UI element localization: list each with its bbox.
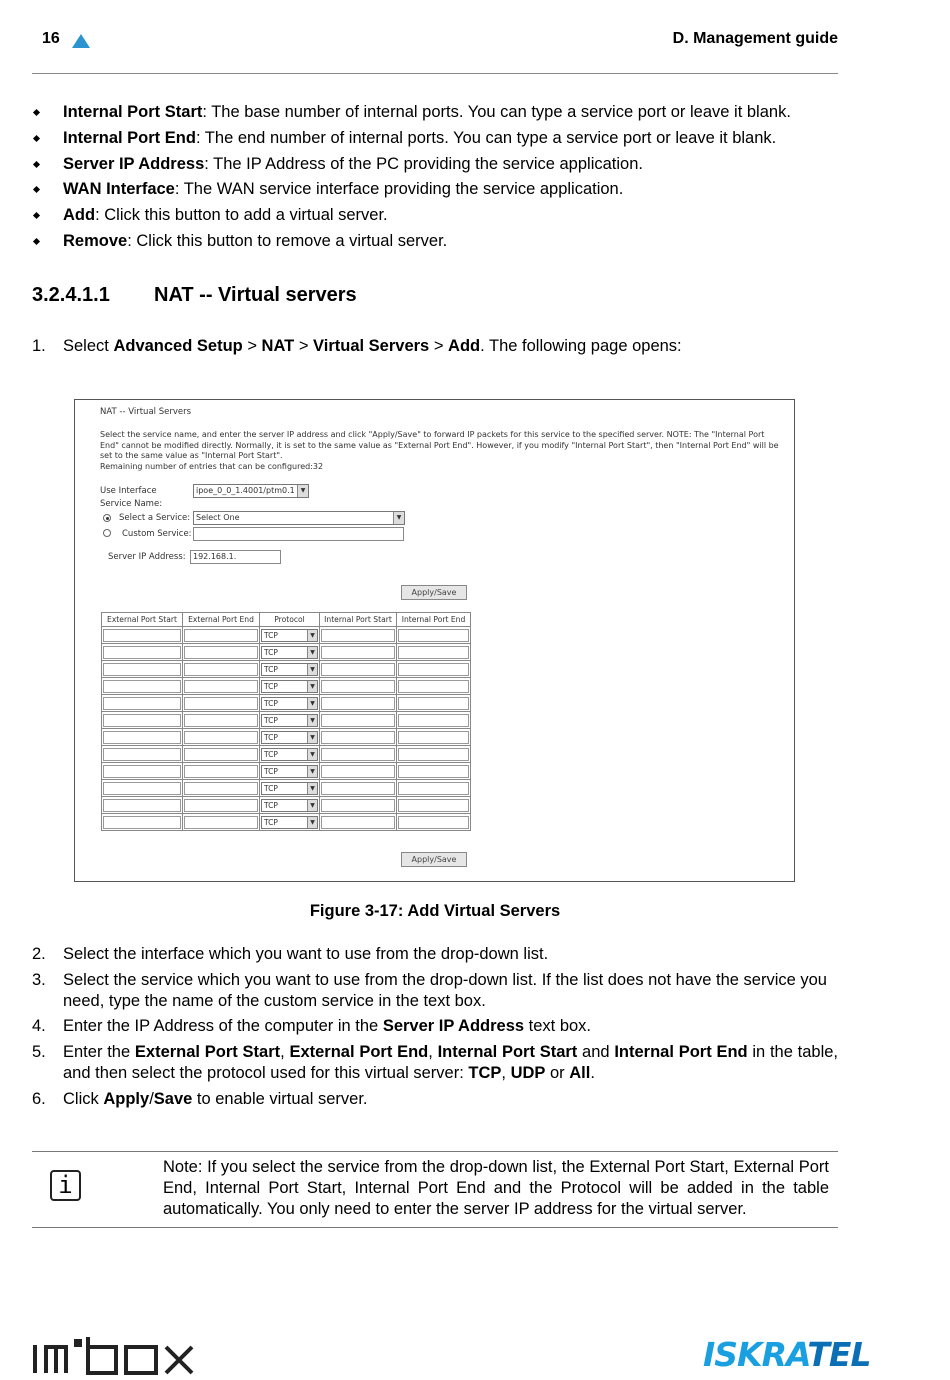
port-input[interactable] — [103, 748, 181, 761]
iskratel-logo: ISKRATEL — [703, 1335, 871, 1374]
chevron-down-icon: ▼ — [307, 783, 317, 794]
protocol-select[interactable]: TCP ▼ — [261, 765, 318, 778]
diamond-bullet-icon — [33, 109, 40, 116]
table-cell — [397, 627, 471, 644]
table-row — [102, 814, 471, 831]
apply-save-button[interactable]: Apply/Save — [401, 852, 467, 867]
table-cell — [320, 678, 397, 695]
port-input[interactable] — [398, 782, 469, 795]
table-header-row — [102, 613, 471, 627]
protocol-select[interactable]: TCP ▼ — [261, 782, 318, 795]
protocol-select[interactable]: TCP ▼ — [261, 799, 318, 812]
screenshot-description: Select the service name, and enter the server IP address and click "Apply/Save" to forward IP packets for this service to the specified server. NOTE: The "Internal Port End" cannot be modified directly. Normally, it is set to the same value as "External Port End". However, if you modify "Internal Port Start", then "Internal Port End" will be set to the same value as "Internal Port Start". Remaining number of entries that can be configured:32 — [100, 430, 779, 471]
list-item — [32, 126, 842, 152]
table-cell — [102, 797, 183, 814]
table-cell — [102, 695, 183, 712]
port-input[interactable] — [184, 748, 258, 761]
triangle-icon — [72, 34, 90, 48]
port-input[interactable] — [103, 697, 181, 710]
port-input[interactable] — [103, 731, 181, 744]
port-input[interactable] — [321, 748, 395, 761]
figure-caption: Figure 3-17: Add Virtual Servers — [309, 902, 561, 920]
diamond-bullet-icon — [33, 135, 40, 142]
table-cell — [397, 780, 471, 797]
table-cell — [260, 763, 320, 780]
custom-service-label: Custom Service: — [122, 529, 192, 539]
table-cell — [397, 797, 471, 814]
port-input[interactable] — [398, 765, 469, 778]
chevron-down-icon: ▼ — [307, 630, 317, 641]
info-icon: i — [50, 1170, 81, 1201]
protocol-select[interactable]: TCP ▼ — [261, 629, 318, 642]
table-cell — [183, 797, 260, 814]
definition: : The WAN service interface providing the service application. — [174, 180, 624, 199]
protocol-select[interactable]: TCP ▼ — [261, 680, 318, 693]
table-row — [102, 678, 471, 695]
diamond-bullet-icon — [33, 161, 40, 168]
table-cell — [260, 644, 320, 661]
table-cell — [102, 729, 183, 746]
port-input[interactable] — [184, 646, 258, 659]
chevron-down-icon: ▼ — [307, 647, 317, 658]
diamond-bullet-icon — [33, 212, 40, 219]
table-cell — [102, 814, 183, 831]
table-cell — [320, 644, 397, 661]
port-input[interactable] — [184, 714, 258, 727]
table-cell — [320, 797, 397, 814]
column-header: Internal Port Start — [320, 613, 397, 627]
note-text: Note: If you select the service from the drop-down list, the External Port Start, External Port End, Internal Port Start, Internal Port End and the Protocol will be added in the table automatically. You only need to enter the server IP address for the virtual server. — [163, 1158, 829, 1218]
service-name-label: Service Name: — [100, 499, 163, 509]
table-row — [102, 712, 471, 729]
port-input[interactable] — [103, 799, 181, 812]
step-6: 6. Click Apply/Save to enable virtual server. — [32, 1090, 368, 1108]
chevron-down-icon: ▼ — [307, 664, 317, 675]
imbox-logo-mark — [32, 1335, 228, 1375]
table-cell — [320, 627, 397, 644]
table-cell — [183, 729, 260, 746]
table-cell — [183, 746, 260, 763]
table-cell — [320, 746, 397, 763]
list-item — [32, 152, 842, 178]
select-service-radio[interactable] — [103, 514, 111, 522]
port-input[interactable] — [321, 782, 395, 795]
term: Server IP Address — [63, 154, 205, 173]
chevron-down-icon: ▼ — [393, 512, 404, 524]
chevron-down-icon: ▼ — [307, 817, 317, 828]
chevron-down-icon: ▼ — [297, 485, 308, 497]
table-row — [102, 797, 471, 814]
virtual-servers-screenshot — [74, 399, 795, 882]
page-number: 16 — [42, 30, 60, 47]
port-input[interactable] — [398, 646, 469, 659]
column-header: Internal Port End — [397, 613, 471, 627]
screenshot-heading: NAT -- Virtual Servers — [100, 407, 192, 417]
step-text: Select Advanced Setup > NAT > Virtual Servers > Add. The following page opens: — [63, 337, 682, 355]
list-item — [32, 177, 842, 203]
use-interface-select[interactable]: ipoe_0_0_1.4001/ptm0.1 ▼ — [193, 484, 309, 498]
port-input[interactable] — [398, 816, 469, 829]
custom-service-input[interactable] — [193, 527, 404, 541]
port-input[interactable] — [184, 816, 258, 829]
chevron-down-icon: ▼ — [307, 715, 317, 726]
list-item — [32, 229, 842, 255]
table-cell — [320, 661, 397, 678]
table-cell — [183, 661, 260, 678]
table-cell — [320, 780, 397, 797]
table-cell — [102, 661, 183, 678]
section-title: NAT -- Virtual servers — [154, 284, 357, 306]
table-cell — [183, 644, 260, 661]
definition: : Click this button to remove a virtual server. — [127, 231, 448, 250]
port-input[interactable] — [184, 799, 258, 812]
port-input[interactable] — [321, 663, 395, 676]
table-cell — [320, 695, 397, 712]
port-input[interactable] — [321, 799, 395, 812]
table-row — [102, 627, 471, 644]
guide-title: D. Management guide — [672, 30, 838, 47]
list-item — [32, 100, 842, 126]
definition: : Click this button to add a virtual server. — [95, 206, 388, 225]
table-row — [102, 780, 471, 797]
port-input[interactable] — [103, 714, 181, 727]
table-cell — [397, 763, 471, 780]
table-cell — [397, 695, 471, 712]
table-cell — [397, 678, 471, 695]
table-cell — [102, 644, 183, 661]
port-input[interactable] — [321, 646, 395, 659]
use-interface-label: Use Interface — [100, 486, 157, 496]
definition-list — [32, 100, 842, 255]
table-row — [102, 695, 471, 712]
port-input[interactable] — [184, 765, 258, 778]
chevron-down-icon: ▼ — [307, 766, 317, 777]
table-cell — [102, 763, 183, 780]
protocol-select[interactable]: TCP ▼ — [261, 663, 318, 676]
port-input[interactable] — [184, 629, 258, 642]
port-input[interactable] — [103, 663, 181, 676]
port-input[interactable] — [184, 782, 258, 795]
port-input[interactable] — [398, 731, 469, 744]
term: Internal Port Start — [63, 103, 203, 121]
table-row — [102, 729, 471, 746]
table-cell — [397, 644, 471, 661]
port-input[interactable] — [398, 714, 469, 727]
definition: : The base number of internal ports. You can type a service port or leave it blank. — [202, 103, 791, 121]
port-input[interactable] — [103, 816, 181, 829]
protocol-select[interactable]: TCP ▼ — [261, 816, 318, 829]
port-input[interactable] — [398, 629, 469, 642]
chevron-down-icon: ▼ — [307, 681, 317, 692]
table-cell — [320, 712, 397, 729]
term: Add — [63, 206, 96, 225]
column-header: Protocol — [260, 613, 320, 627]
table-cell — [397, 712, 471, 729]
note-divider-top — [32, 1151, 838, 1152]
port-input[interactable] — [398, 697, 469, 710]
chevron-down-icon: ▼ — [307, 749, 317, 760]
port-input[interactable] — [398, 748, 469, 761]
table-cell — [260, 797, 320, 814]
term: WAN Interface — [63, 180, 175, 199]
table-cell — [320, 729, 397, 746]
protocol-select[interactable]: TCP ▼ — [261, 714, 318, 727]
step-4: 4. Enter the IP Address of the computer in the Server IP Address text box. — [32, 1017, 592, 1035]
port-input[interactable] — [184, 731, 258, 744]
term: Internal Port End — [63, 128, 196, 147]
column-header: External Port End — [183, 613, 260, 627]
table-row — [102, 763, 471, 780]
port-input[interactable] — [321, 731, 395, 744]
table-cell — [260, 627, 320, 644]
port-input[interactable] — [398, 680, 469, 693]
table-cell — [183, 814, 260, 831]
step-5: 5. Enter the External Port Start, External Port End, Internal Port Start and Internal Port End in the table, and then select the protocol used for this virtual server: TCP, UDP or All. — [32, 1043, 839, 1082]
port-input[interactable] — [398, 799, 469, 812]
apply-save-button[interactable]: Apply/Save — [401, 585, 467, 600]
step-1 — [32, 336, 842, 358]
port-input[interactable] — [103, 782, 181, 795]
table-cell — [183, 763, 260, 780]
port-input[interactable] — [103, 680, 181, 693]
table-cell — [260, 729, 320, 746]
table-cell — [102, 627, 183, 644]
chevron-down-icon: ▼ — [307, 732, 317, 743]
table-cell — [260, 814, 320, 831]
term: Remove — [63, 231, 128, 250]
table-cell — [102, 712, 183, 729]
port-input[interactable] — [321, 680, 395, 693]
table-cell — [260, 661, 320, 678]
table-cell — [397, 814, 471, 831]
port-input[interactable] — [321, 697, 395, 710]
port-input[interactable] — [184, 680, 258, 693]
table-cell — [102, 746, 183, 763]
table-row — [102, 661, 471, 678]
note-divider-bottom — [32, 1227, 838, 1228]
port-input[interactable] — [103, 646, 181, 659]
table-cell — [397, 746, 471, 763]
port-input[interactable] — [184, 697, 258, 710]
port-input[interactable] — [321, 714, 395, 727]
definition: : The end number of internal ports. You can type a service port or leave it blank. — [195, 128, 777, 147]
port-input[interactable] — [103, 765, 181, 778]
port-input[interactable] — [321, 765, 395, 778]
server-ip-input[interactable]: 192.168.1. — [190, 550, 281, 564]
table-cell — [183, 678, 260, 695]
port-table — [101, 612, 471, 831]
chevron-down-icon: ▼ — [307, 698, 317, 709]
step-number: 1. — [32, 337, 46, 355]
table-cell — [260, 746, 320, 763]
protocol-select[interactable]: TCP ▼ — [261, 646, 318, 659]
port-input[interactable] — [184, 663, 258, 676]
select-service-label: Select a Service: — [119, 513, 191, 523]
diamond-bullet-icon — [33, 238, 40, 245]
protocol-select[interactable]: TCP ▼ — [261, 697, 318, 710]
table-cell — [260, 695, 320, 712]
step-3: 3. Select the service which you want to use from the drop-down list. If the list does not have the service you need, type the name of the custom service in the text box. — [32, 971, 827, 1010]
table-cell — [397, 661, 471, 678]
section-number: 3.2.4.1.1 — [32, 284, 110, 306]
chevron-down-icon: ▼ — [307, 800, 317, 811]
protocol-select[interactable]: TCP ▼ — [261, 731, 318, 744]
table-cell — [260, 712, 320, 729]
port-input[interactable] — [103, 629, 181, 642]
server-ip-label: Server IP Address: — [108, 552, 186, 562]
table-cell — [183, 712, 260, 729]
imbox-logo — [32, 1335, 228, 1380]
port-input[interactable] — [321, 816, 395, 829]
table-cell — [183, 780, 260, 797]
diamond-bullet-icon — [33, 186, 40, 193]
table-cell — [260, 678, 320, 695]
table-row — [102, 746, 471, 763]
column-header: External Port Start — [102, 613, 183, 627]
protocol-select[interactable]: TCP ▼ — [261, 748, 318, 761]
select-service-dropdown[interactable]: Select One ▼ — [193, 511, 405, 525]
table-cell — [260, 780, 320, 797]
table-row — [102, 644, 471, 661]
table-cell — [183, 627, 260, 644]
table-cell — [102, 780, 183, 797]
table-cell — [183, 695, 260, 712]
port-input[interactable] — [321, 629, 395, 642]
definition: : The IP Address of the PC providing the service application. — [204, 154, 643, 173]
list-item — [32, 203, 842, 229]
step-2: 2. Select the interface which you want to use from the drop-down list. — [32, 945, 549, 963]
port-input[interactable] — [398, 663, 469, 676]
table-cell — [320, 814, 397, 831]
custom-service-radio[interactable] — [103, 529, 111, 537]
header-divider — [32, 73, 838, 74]
table-cell — [320, 763, 397, 780]
table-cell — [397, 729, 471, 746]
table-cell — [102, 678, 183, 695]
